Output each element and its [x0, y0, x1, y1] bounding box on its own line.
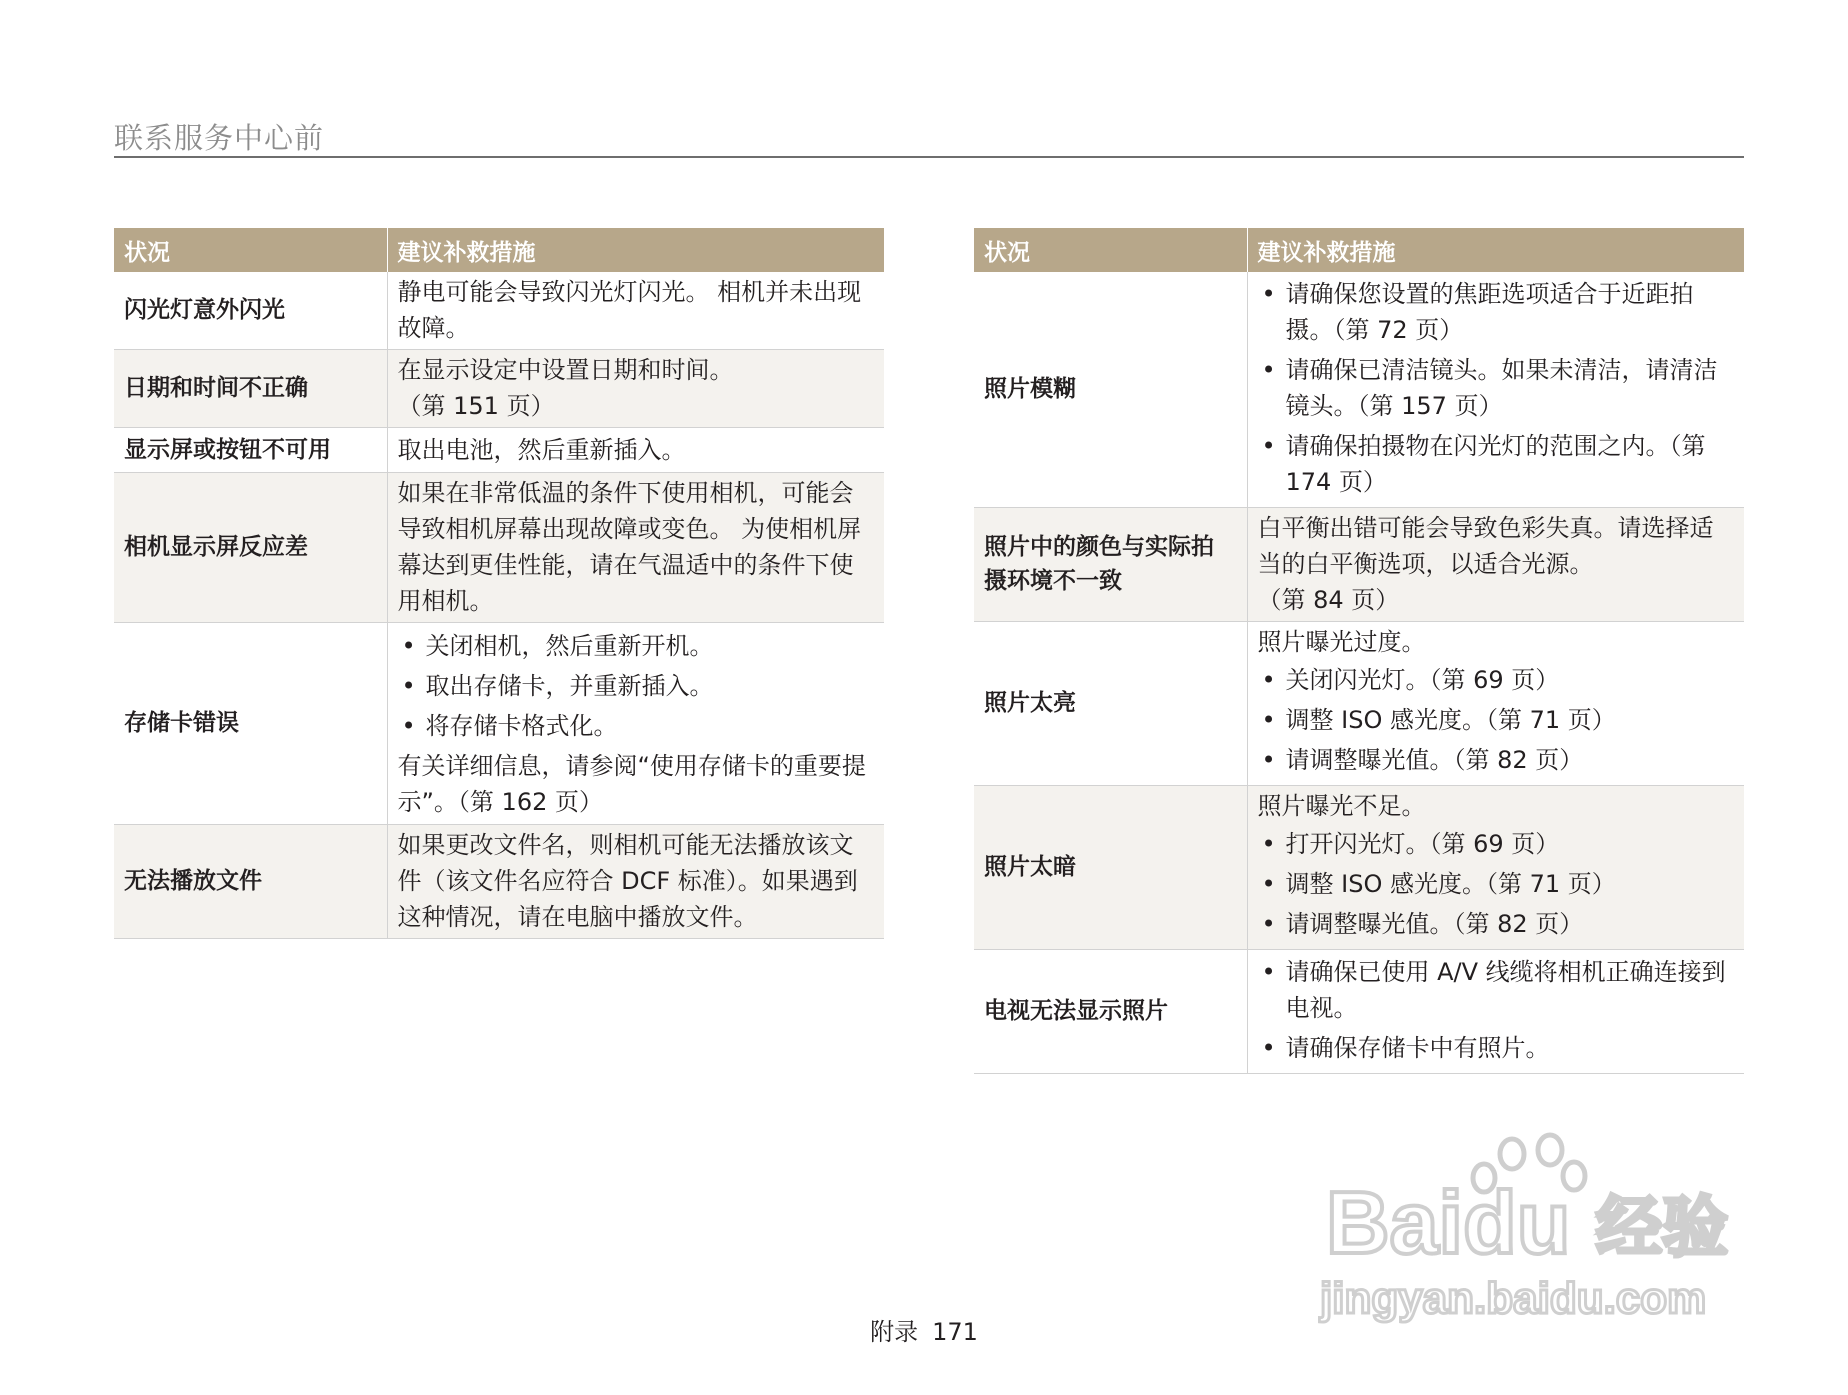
bullet-item: • 请调整曝光值。（第 82 页） — [1258, 906, 1735, 942]
bullet-item: • 关闭相机，然后重新开机。 — [398, 628, 875, 664]
page-number: 171 — [932, 1318, 978, 1346]
table-row — [114, 272, 884, 350]
bullet-item: • 调整 ISO 感光度。（第 71 页） — [1258, 866, 1735, 902]
bullet-item: • 关闭闪光灯。（第 69 页） — [1258, 662, 1735, 698]
remedy-cell — [1247, 272, 1744, 508]
remedy-cell — [387, 272, 884, 350]
page-header — [114, 112, 1744, 158]
table-row — [974, 786, 1744, 950]
table-row — [974, 272, 1744, 508]
remedy-cell — [387, 473, 884, 623]
remedy-text: 如果在非常低温的条件下使用相机，可能会导致相机屏幕出现故障或变色。 为使相机屏幕达到更佳性能，请在气温适中的条件下使用相机。 — [397, 479, 862, 615]
bullet-item: • 请确保已清洁镜头。如果未清洁，请清洁镜头。（第 157 页） — [1258, 352, 1735, 424]
condition-cell: 照片太亮 — [974, 622, 1247, 786]
remedy-text: 白平衡出错可能会导致色彩失真。请选择适当的白平衡选项，以适合光源。 — [1257, 514, 1714, 578]
table-row — [114, 473, 884, 623]
condition-cell: 照片太暗 — [974, 786, 1247, 950]
remedy-cell — [387, 825, 884, 939]
remedy-text: 静电可能会导致闪光灯闪光。 相机并未出现故障。 — [397, 278, 862, 342]
remedy-cell — [1247, 508, 1744, 622]
condition-cell: 照片模糊 — [974, 272, 1247, 508]
footer-label: 附录 — [870, 1318, 919, 1346]
table-row — [974, 508, 1744, 622]
remedy-cell — [387, 350, 884, 428]
table-row — [114, 428, 884, 473]
table-header-row — [114, 228, 884, 272]
watermark-brand-cn: 经验 — [1596, 1189, 1728, 1266]
page-title: 联系服务中心前 — [114, 121, 325, 155]
condition-cell: 相机显示屏反应差 — [114, 473, 387, 623]
remedy-text: 如果更改文件名，则相机可能无法播放该文件（该文件名应符合 DCF 标准）。如果遇到这种情况，请在电脑中播放文件。 — [397, 831, 858, 931]
condition-cell: 电视无法显示照片 — [974, 950, 1247, 1074]
remedy-cell — [387, 623, 884, 825]
page-reference: （第 84 页） — [1257, 586, 1400, 614]
remedy-note: 有关详细信息，请参阅“使用存储卡的重要提示”。（第 162 页） — [397, 752, 866, 816]
watermark-brand: Baidu — [1326, 1173, 1571, 1272]
remedy-intro: 照片曝光过度。 — [1257, 628, 1426, 656]
table-header-row — [974, 228, 1744, 272]
column-header-remedy: 建议补救措施 — [387, 228, 884, 272]
condition-cell: 闪光灯意外闪光 — [114, 272, 387, 350]
remedy-intro: 照片曝光不足。 — [1257, 792, 1426, 820]
bullet-item: • 调整 ISO 感光度。（第 71 页） — [1258, 702, 1735, 738]
remedy-cell — [1247, 950, 1744, 1074]
watermark-url: jingyan.baidu.com — [1320, 1274, 1707, 1323]
bullet-item: • 将存储卡格式化。 — [398, 708, 875, 744]
column-header-condition: 状况 — [974, 228, 1247, 272]
table-row — [974, 622, 1744, 786]
remedy-text: 取出电池，然后重新插入。 — [397, 435, 686, 464]
remedy-cell — [387, 428, 884, 473]
column-header-remedy: 建议补救措施 — [1247, 228, 1744, 272]
bullet-item: • 取出存储卡，并重新插入。 — [398, 668, 875, 704]
condition-cell: 照片中的颜色与实际拍摄环境不一致 — [974, 508, 1247, 622]
troubleshooting-table-right — [974, 228, 1744, 1074]
condition-cell: 日期和时间不正确 — [114, 350, 387, 428]
bullet-item: • 请确保拍摄物在闪光灯的范围之内。（第 174 页） — [1258, 428, 1735, 500]
table-row — [974, 950, 1744, 1074]
column-header-condition: 状况 — [114, 228, 387, 272]
remedy-cell — [1247, 622, 1744, 786]
troubleshooting-table-left — [114, 228, 884, 939]
table-row — [114, 623, 884, 825]
remedy-cell — [1247, 786, 1744, 950]
remedy-text: 在显示设定中设置日期和时间。 — [397, 356, 734, 384]
bullet-item: • 请确保存储卡中有照片。 — [1258, 1030, 1735, 1066]
page-reference: （第 151 页） — [397, 392, 555, 420]
table-row — [114, 825, 884, 939]
baidu-jingyan-watermark — [1318, 1128, 1758, 1328]
condition-cell: 存储卡错误 — [114, 623, 387, 825]
bullet-item: • 请确保您设置的焦距选项适合于近距拍摄。（第 72 页） — [1258, 276, 1735, 348]
bullet-item: • 请确保已使用 A/V 线缆将相机正确连接到电视。 — [1258, 954, 1735, 1026]
condition-cell: 显示屏或按钮不可用 — [114, 428, 387, 473]
condition-cell: 无法播放文件 — [114, 825, 387, 939]
bullet-item: • 打开闪光灯。（第 69 页） — [1258, 826, 1735, 862]
bullet-item: • 请调整曝光值。（第 82 页） — [1258, 742, 1735, 778]
table-row — [114, 350, 884, 428]
